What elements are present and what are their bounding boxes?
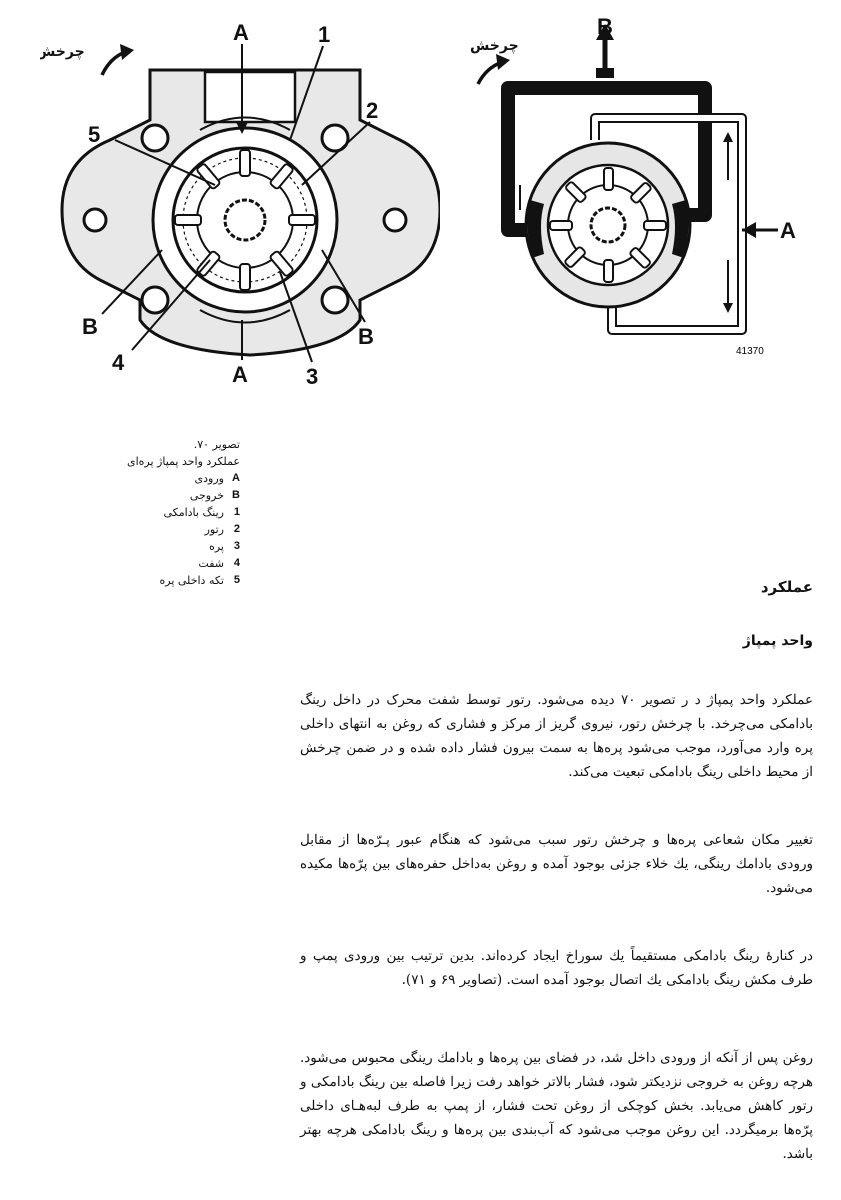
- caption-item: [60, 504, 240, 521]
- caption-text: پره: [209, 540, 224, 553]
- pump-cross-section-figure: [40, 10, 440, 390]
- caption-text: تکه داخلی پره: [159, 574, 224, 587]
- label-4: 4: [112, 350, 125, 375]
- figure-caption: [60, 436, 240, 589]
- caption-item: [60, 572, 240, 589]
- caption-item: [60, 487, 240, 504]
- caption-key: A: [232, 472, 240, 484]
- caption-text: رتور: [204, 523, 224, 536]
- section-heading: عملکرد: [760, 578, 813, 596]
- subsection-heading: واحد پمپاژ: [742, 633, 813, 649]
- caption-text: ورودی: [194, 472, 224, 485]
- pump-flow-diagram-figure: [460, 10, 800, 370]
- label-a-bottom: A: [232, 362, 248, 387]
- caption-subtitle: عملکرد واحد پمپاژ پره‌ای: [126, 455, 240, 468]
- label-3: 3: [306, 364, 319, 389]
- paragraph-4: روغن پس از آنکه از ورودی داخل شد، در فضای بین پره‌ها و بادامك رینگی محبوس می‌شود. هرچه روغن به خروجی نزدیکتر شود، فشار بالاتر خواهد رفت زیرا فاصله بین رینگ بادامکی و رتور کاهش می‌یابد. بخش کوچکی از روغن تحت فشار، از پمپ به طرف لبه‌هـای داخلی پرّه‌ها برمیگردد. این روغن موجب می‌شود که آب‌بندی بین پره‌ها و رینگ بادامکی هرچه بهتر باشد.: [300, 1050, 813, 1162]
- caption-key: 5: [233, 574, 240, 586]
- label-b-outlet: B: [597, 14, 613, 39]
- caption-key: 4: [233, 557, 240, 569]
- caption-key: 3: [233, 540, 240, 552]
- label-b-left: B: [82, 314, 98, 339]
- caption-item: [60, 555, 240, 572]
- label-a-inlet: A: [780, 218, 796, 243]
- caption-item: [60, 470, 240, 487]
- label-1: 1: [318, 22, 331, 47]
- paragraph-1: عملکرد واحد پمپاژ د ر تصویر ۷۰ دیده می‌شود. رتور توسط شفت محرک در داخل رینگ بادامکی می‌چرخد. با چرخش رتور، نیروی گریز از مرکز و فشاری که روغن به انتهای داخلی پره وارد می‌آورد، موجب می‌شود پره‌ها به سمت بیرون فشار داده شده و در ضمن چرخش از محیط داخلی رینگ بادامکی تبعیت می‌کند.: [300, 692, 814, 780]
- label-b-right: B: [358, 324, 374, 349]
- caption-title: تصویر ۷۰.: [193, 438, 240, 451]
- paragraph-3: در کنارهٔ رینگ بادامکی مستقیماً یك سوراخ ایجاد کرده‌اند. بدین ترتیب بین ورودی پمپ و طرف مکش رینگ بادامکی یك اتصال بوجود آمده است. (تصاویر ۶۹ و ۷۱).: [300, 948, 813, 988]
- caption-item: [60, 521, 240, 538]
- label-a-top: A: [233, 20, 249, 45]
- caption-text: شفت: [198, 557, 224, 570]
- label-5: 5: [88, 122, 101, 147]
- caption-key: B: [232, 489, 240, 501]
- caption-key: 1: [233, 506, 240, 518]
- caption-item: [60, 538, 240, 555]
- caption-text: رینگ بادامکی: [163, 506, 224, 519]
- rotation-label-right: چرخش: [470, 38, 519, 54]
- label-2: 2: [366, 98, 379, 123]
- paragraph-2: تغییر مکان شعاعی پره‌ها و چرخش رتور سبب می‌شود که هنگام عبور پـرّه‌ها از مقابل ورودی بادامك رینگی، یك خلاء جزئی بوجود آمده و روغن به‌داخل حفره‌های بین پرّه‌ها مکیده می‌شود.: [300, 832, 813, 896]
- caption-key: 2: [233, 523, 240, 535]
- caption-text: خروجی: [189, 489, 224, 502]
- rotation-label-left: چرخش: [40, 44, 85, 60]
- figure-code: 41370: [736, 346, 764, 357]
